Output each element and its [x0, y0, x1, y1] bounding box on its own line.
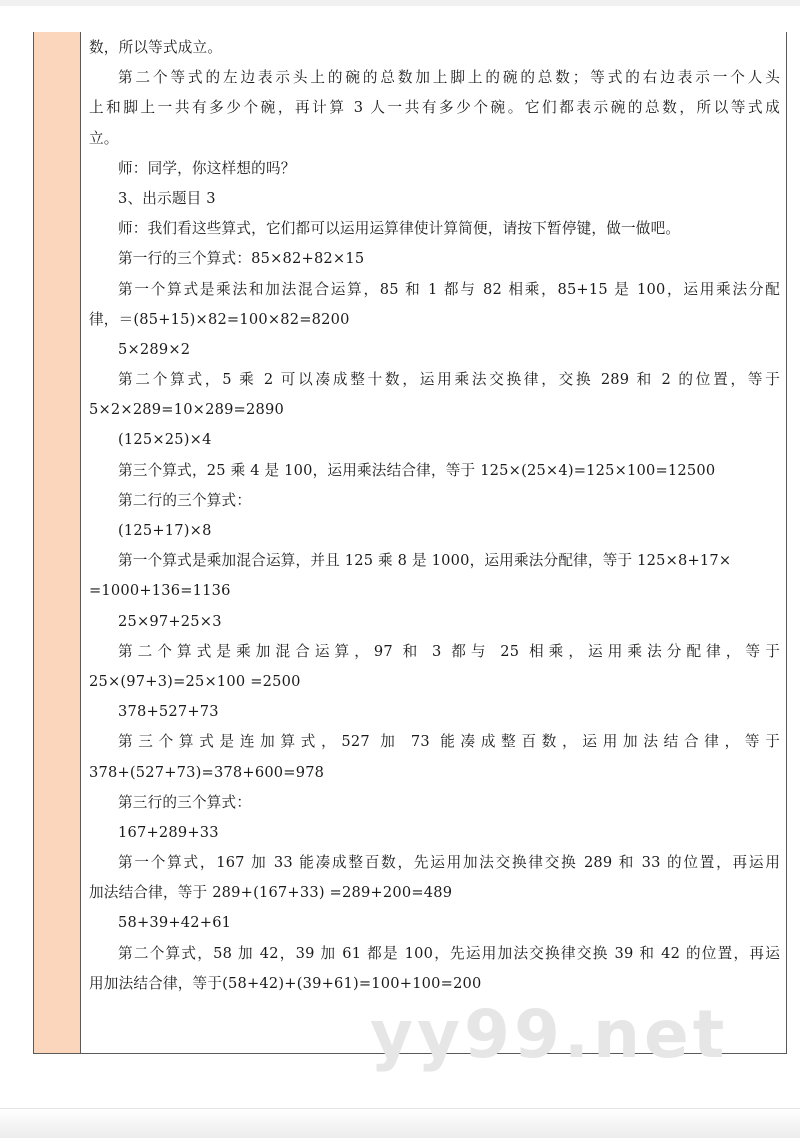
text-line: (125+17)×8	[118, 522, 212, 539]
text-line: 5×2×289=10×289=2890	[89, 401, 284, 419]
watermark: yy99.net	[370, 996, 729, 1073]
text-line: 师：同学，你这样想的吗？	[118, 159, 296, 177]
text-line: 5×289×2	[118, 340, 191, 358]
text-line: 第二个算式，58 加 42，39 加 61 都是 100，先运用加法交换律交换 39 和 42 的位置，再运	[118, 944, 780, 962]
text-line: 上和脚上一共有多少个碗，再计算 3 人一共有多少个碗。它们都表示碗的总数，所以等式成	[89, 99, 780, 117]
text-line: 数，所以等式成立。	[89, 39, 223, 56]
text-line: 第三个算式，25 乘 4 是 100，运用乘法结合律，等于 125×(25×4)=125×100=12500	[118, 461, 716, 479]
text-line: 第一个算式，167 加 33 能凑成整百数，先运用加法交换律交换 289 和 33 的位置，再运用	[118, 854, 780, 872]
text-line: 师：我们看这些算式，它们都可以运用运算律使计算简便，请按下暂停键，做一做吧。	[118, 220, 681, 238]
text-line: 378+527+73	[118, 703, 219, 721]
text-line: 用加法结合律，等于(58+42)+(39+61)=100+100=200	[89, 974, 482, 992]
text-line: 第二行的三个算式：	[118, 491, 252, 509]
text-line: 律，＝(85+15)×82=100×82=8200	[89, 310, 350, 328]
text-line: 第一个算式是乘加混合运算，并且 125 乘 8 是 1000，运用乘法分配律，等于 125×8+17×	[118, 552, 732, 570]
text-line: 25×(97+3)=25×100 =2500	[89, 672, 301, 690]
page-bottom-edge	[0, 1108, 800, 1138]
text-line: (125×25)×4	[118, 431, 212, 449]
page-top-edge	[0, 0, 800, 6]
text-line: 3、出示题目 3	[118, 189, 216, 207]
text-line: 第二个算式是乘加混合运算，97 和 3 都与 25 相乘，运用乘法分配律，等于	[118, 642, 780, 660]
table-content-cell	[81, 32, 786, 1053]
text-line: 58+39+42+61	[118, 914, 232, 932]
text-line: 加法结合律，等于 289+(167+33) =289+200=489	[89, 884, 453, 902]
text-line: 第二个等式的左边表示头上的碗的总数加上脚上的碗的总数；等式的右边表示一个人头	[118, 69, 780, 87]
text-line: =1000+136=1136	[89, 582, 231, 600]
table-left-column	[34, 32, 81, 1053]
text-line: 第一个算式是乘法和加法混合运算，85 和 1 都与 82 相乘，85+15 是 100，运用乘法分配	[118, 280, 780, 298]
text-line: 378+(527+73)=378+600=978	[89, 763, 325, 781]
lesson-table	[33, 32, 787, 1054]
text-line: 25×97+25×3	[118, 612, 222, 630]
text-line: 第一行的三个算式：85×82+82×15	[118, 250, 365, 268]
text-line: 第二个算式，5 乘 2 可以凑成整十数，运用乘法交换律，交换 289 和 2 的位置，等于	[118, 371, 780, 389]
text-line: 第三个算式是连加算式，527 加 73 能凑成整百数，运用加法结合律，等于	[118, 733, 780, 751]
text-line: 立。	[89, 129, 119, 147]
text-line: 第三行的三个算式：	[118, 793, 252, 811]
text-line: 167+289+33	[118, 823, 219, 841]
